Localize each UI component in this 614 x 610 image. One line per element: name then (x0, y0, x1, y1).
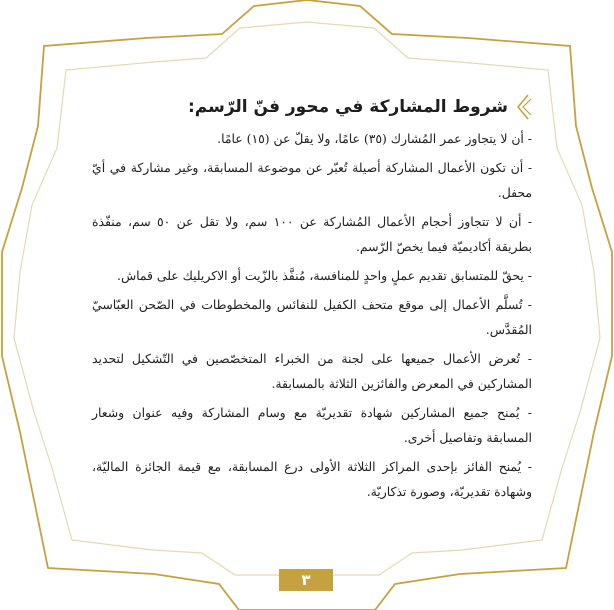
heading-row (92, 90, 532, 124)
condition-item-single-work: - يحقّ للمتسابق تقديم عملٍ واحدٍ للمنافسة، مُنفَّذ بالزّيت أو الاكريليك على قماش. (117, 268, 532, 283)
conditions-section (92, 90, 532, 508)
page-number-badge (279, 569, 333, 591)
condition-item-prizes: - يُمنح الفائز بإحدى المراكز الثلاثة الأولى درع المسابقة، مع قيمة الجائزة الماليّة، وشهادة تقديريّة، وصورة تذكاريّة. (92, 459, 532, 499)
heading-ornament-icon (514, 93, 532, 121)
condition-item-certificate: - يُمنح جميع المشاركين شهادة تقديريّة مع وسام المشاركة وفيه عنوان وشعار المسابقة وتفاصيل أخرى. (92, 405, 532, 445)
condition-item-delivery: - تُسلَّم الأعمال إلى موقع متحف الكفيل للنفائس والمخطوطات في الصّحن العبّاسيّ المُقدَّس. (92, 297, 532, 337)
condition-item-originality: - أن تكون الأعمال المشاركة أصيلة تُعبّر عن موضوعة المسابقة، وغير مشاركة في أيّ محفل. (92, 160, 532, 200)
page-number: ٣ (301, 571, 311, 589)
section-heading: شروط المشاركة في محور فنّ الرّسم: (188, 97, 508, 117)
condition-item-jury: - تُعرض الأعمال جميعها على لجنة من الخبراء المتخصّصين في التّشكيل لتحديد المشاركين في المعرض والفائزين الثلاثة بالمسابقة. (92, 351, 532, 391)
condition-item-size: - أن لا تتجاوز أحجام الأعمال المُشاركة عن ١٠٠ سم، ولا تقل عن ٥٠ سم، منفّذة بطريقة أكاديميّة فيما يخصّ الرّسم. (92, 214, 533, 254)
condition-item-age: - أن لا يتجاوز عمر المُشارك (٣٥) عامًا، ولا يقلّ عن (١٥) عامًا. (217, 131, 532, 146)
